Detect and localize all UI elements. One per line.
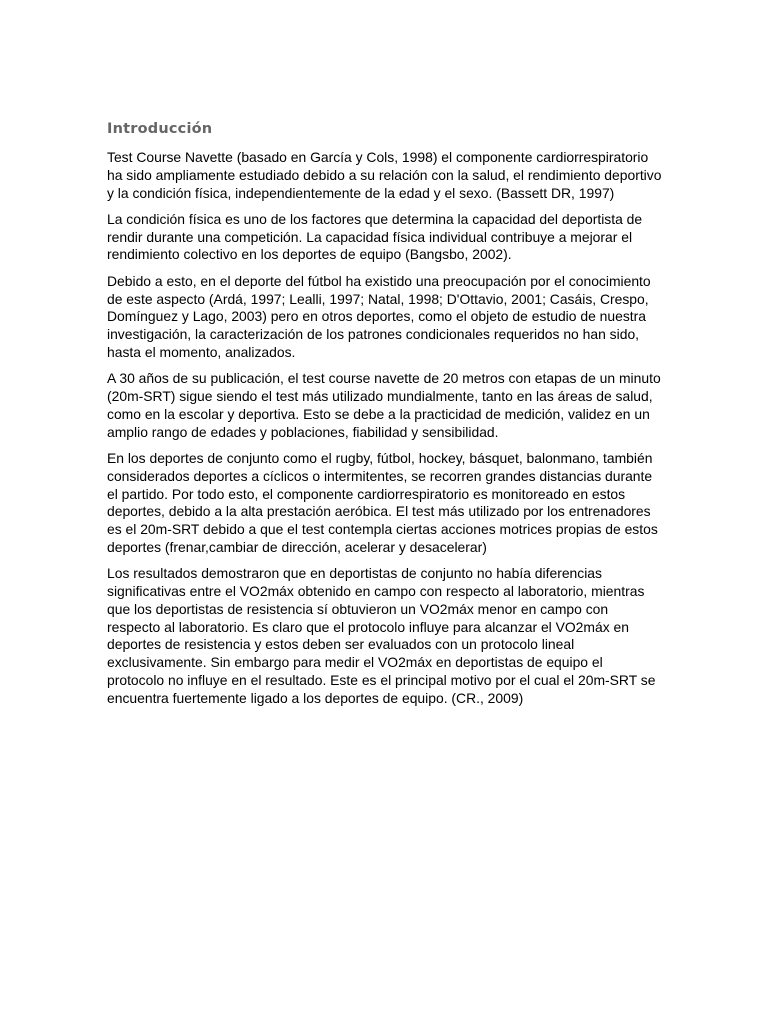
paragraph: A 30 años de su publicación, el test course navette de 20 metros con etapas de un minuto (20m-SRT) sigue siendo el test más utilizado mundialmente, tanto en las áreas de salud, como en la escolar y deportiva. Esto se debe a la practicidad de medición, validez en un amplio rango de edades y poblaciones, fiabilidad y sensibilidad. (107, 370, 661, 440)
paragraph: En los deportes de conjunto como el rugby, fútbol, hockey, básquet, balonmano, también considerados deportes a cíclicos o intermitentes, se recorren grandes distancias durante el partido. Por todo esto, el componente cardiorrespiratorio es monitoreado en estos deportes, debido a la alta prestación aeróbica. El test más utilizado por los entrenadores es el 20m-SRT debido a que el test contempla ciertas acciones motrices propias de estos deportes (frenar,cambiar de dirección, acelerar y desacelerar) (107, 449, 658, 555)
paragraph: La condición física es uno de los factores que determina la capacidad del deportista de rendir durante una competición. La capacidad física individual contribuye a mejorar el rendimiento colectivo en los deportes de equipo (Bangsbo, 2002). (107, 210, 643, 263)
paragraph: Test Course Navette (basado en García y Cols, 1998) el componente cardiorrespiratorio ha sido ampliamente estudiado debido a su relación con la salud, el rendimiento deportivo y la condición física, independientemente de la edad y el sexo. (Bassett DR, 1997) (107, 149, 662, 201)
paragraph: Debido a esto, en el deporte del fútbol ha existido una preocupación por el conocimiento de este aspecto (Ardá, 1997; Lealli, 1997; Natal, 1998; D'Ottavio, 2001; Casáis, Crespo, Domínguez y Lago, 2003) pero en otros deportes, como el objeto de estudio de nuestra investigación, la caracterización de los patrones condicionales requeridos no han sido, hasta el momento, analizados. (107, 272, 651, 360)
section-heading: Introducción (107, 121, 213, 137)
paragraph: Los resultados demostraron que en deportistas de conjunto no había diferencias significativas entre el VO2máx obtenido en campo con respecto al laboratorio, mientras que los deportistas de resistencia sí obtuvieron un VO2máx menor en campo con respecto al laboratorio. Es claro que el protocolo influye para alcanzar el VO2máx en deportes de resistencia y estos deben ser evaluados con un protocolo lineal exclusivamente. Sin embargo para medir el VO2máx en deportistas de equipo el protocolo no influye en el resultado. Este es el principal motivo por el cual el 20m-SRT se encuentra fuertemente ligado a los deportes de equipo. (CR., 2009) (107, 565, 656, 706)
document-body (107, 118, 663, 716)
